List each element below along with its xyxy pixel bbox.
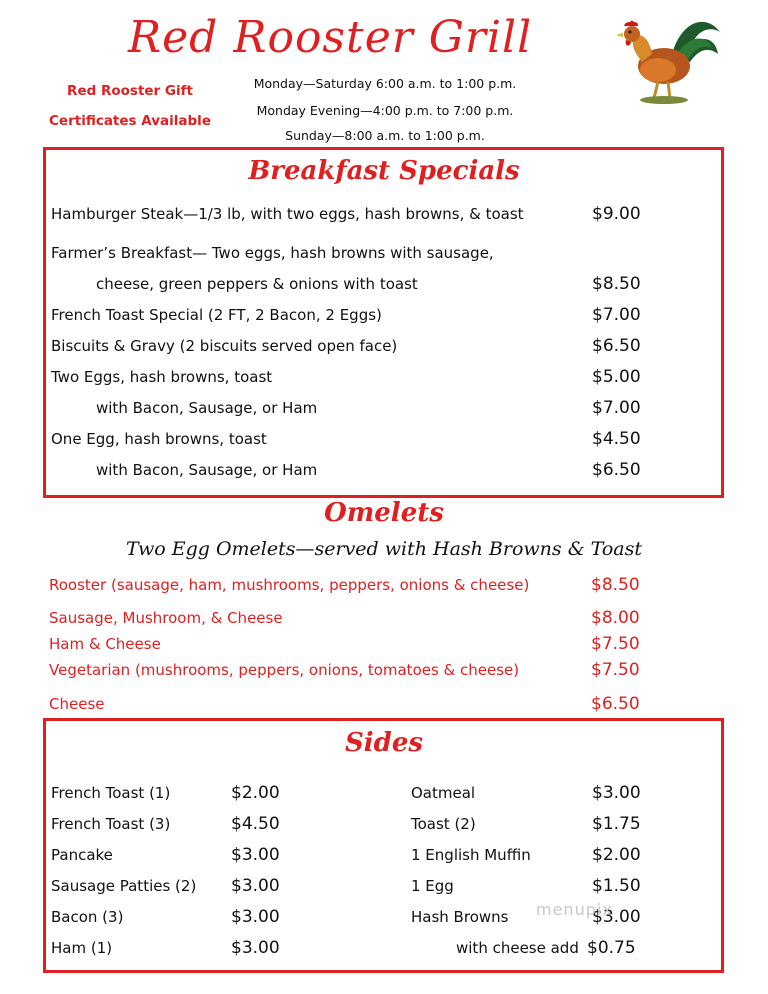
breakfast-item-name: Farmer’s Breakfast— Two eggs, hash browns with sausage,	[51, 244, 494, 262]
sides-heading: Sides	[344, 728, 423, 758]
breakfast-item-price: $8.50	[592, 274, 641, 294]
breakfast-item-price: $6.50	[592, 336, 641, 356]
breakfast-specials-heading: Breakfast Specials	[248, 156, 520, 186]
side-item-price: $3.00	[592, 783, 641, 803]
omelet-item-price: $8.00	[591, 608, 640, 628]
breakfast-item-name: cheese, green peppers & onions with toast	[96, 275, 418, 293]
breakfast-item-price: $7.00	[592, 305, 641, 325]
restaurant-title: Red Rooster Grill	[128, 12, 533, 63]
omelet-item-price: $6.50	[591, 694, 640, 714]
gift-certificate-line-2: Certificates Available	[49, 113, 211, 129]
omelet-item-name: Rooster (sausage, ham, mushrooms, peppers, onions & cheese)	[49, 576, 530, 594]
hours-line-1: Monday—Saturday 6:00 a.m. to 1:00 p.m.	[253, 76, 517, 91]
breakfast-item-price: $9.00	[592, 204, 641, 224]
side-item-price: $3.00	[231, 876, 280, 896]
breakfast-item-name: Biscuits & Gravy (2 biscuits served open face)	[51, 337, 398, 355]
omelet-item-name: Sausage, Mushroom, & Cheese	[49, 609, 283, 627]
side-item-name: Toast (2)	[411, 815, 476, 833]
rooster-icon	[612, 14, 724, 106]
side-item-name: Bacon (3)	[51, 908, 124, 926]
breakfast-item-price: $7.00	[592, 398, 641, 418]
hours-line-2: Monday Evening—4:00 p.m. to 7:00 p.m.	[256, 103, 514, 118]
side-item-price: $2.00	[231, 783, 280, 803]
side-item-price: $3.00	[231, 845, 280, 865]
side-item-price: $1.50	[592, 876, 641, 896]
side-item-price: $3.00	[231, 907, 280, 927]
omelet-item-price: $7.50	[591, 660, 640, 680]
side-item-price: $2.00	[592, 845, 641, 865]
breakfast-item-price: $5.00	[592, 367, 641, 387]
side-item-price: $3.00	[231, 938, 280, 958]
side-item-name: French Toast (3)	[51, 815, 171, 833]
omelet-item-name: Ham & Cheese	[49, 635, 161, 653]
side-item-name: Sausage Patties (2)	[51, 877, 197, 895]
gift-certificate-line-1: Red Rooster Gift	[67, 83, 193, 99]
side-item-name: Hash Browns	[411, 908, 509, 926]
hours-line-3: Sunday—8:00 a.m. to 1:00 p.m.	[285, 128, 485, 143]
side-item-name: French Toast (1)	[51, 784, 171, 802]
breakfast-item-price: $6.50	[592, 460, 641, 480]
side-item-price: $1.75	[592, 814, 641, 834]
breakfast-item-name: with Bacon, Sausage, or Ham	[96, 461, 318, 479]
breakfast-item-name: Two Eggs, hash browns, toast	[51, 368, 273, 386]
omelet-item-name: Vegetarian (mushrooms, peppers, onions, tomatoes & cheese)	[49, 661, 520, 679]
side-item-price: $3.00	[592, 907, 641, 927]
omelets-subtitle: Two Egg Omelets—served with Hash Browns & Toast	[125, 538, 643, 560]
side-item-name: 1 English Muffin	[411, 846, 531, 864]
breakfast-item-name: with Bacon, Sausage, or Ham	[96, 399, 318, 417]
breakfast-item-name: Hamburger Steak—1/3 lb, with two eggs, hash browns, & toast	[51, 205, 524, 223]
side-item-name: Pancake	[51, 846, 113, 864]
omelet-item-price: $7.50	[591, 634, 640, 654]
side-item-name: Oatmeal	[411, 784, 476, 802]
breakfast-item-price: $4.50	[592, 429, 641, 449]
breakfast-item-name: One Egg, hash browns, toast	[51, 430, 267, 448]
side-item-price: $0.75	[587, 938, 636, 958]
omelets-heading: Omelets	[324, 498, 444, 528]
side-item-price: $4.50	[231, 814, 280, 834]
side-item-name: Ham (1)	[51, 939, 113, 957]
side-item-name: with cheese add	[456, 939, 579, 957]
breakfast-item-name: French Toast Special (2 FT, 2 Bacon, 2 Eggs)	[51, 306, 382, 324]
side-item-name: 1 Egg	[411, 877, 454, 895]
watermark: menupix	[536, 900, 613, 919]
omelet-item-price: $8.50	[591, 575, 640, 595]
omelet-item-name: Cheese	[49, 695, 105, 713]
